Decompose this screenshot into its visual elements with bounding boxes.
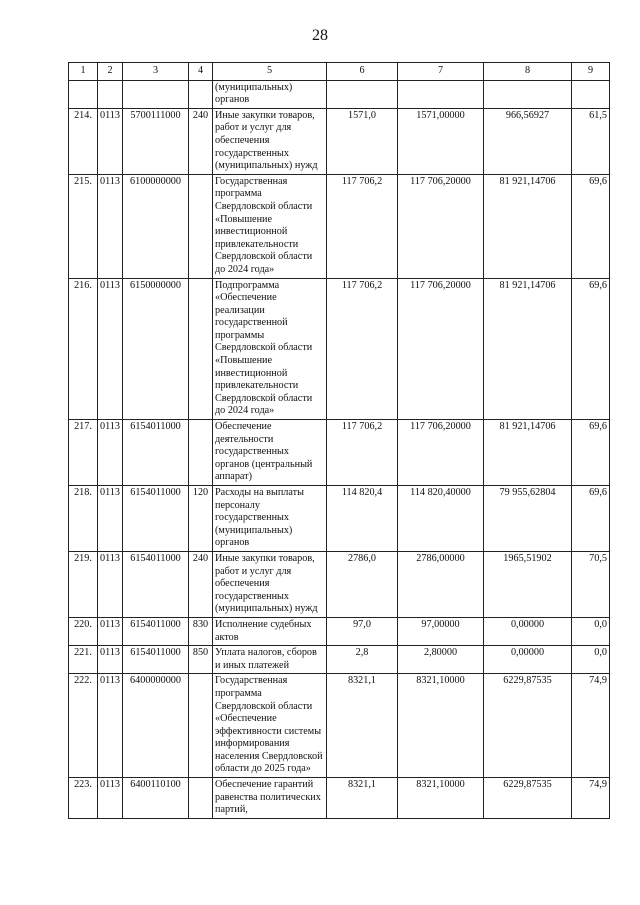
item-name: Обеспечение гарантий равенства политических партий, bbox=[213, 778, 327, 819]
expense-type-code bbox=[189, 420, 213, 486]
row-number: 221. bbox=[69, 646, 98, 674]
target-article-code: 6154011000 bbox=[123, 646, 189, 674]
section-code: 0113 bbox=[98, 486, 123, 552]
table-row bbox=[69, 646, 610, 674]
expense-type-code: 240 bbox=[189, 551, 213, 617]
row-number: 218. bbox=[69, 486, 98, 552]
target-article-code: 6154011000 bbox=[123, 420, 189, 486]
column-header: 1 bbox=[69, 63, 98, 81]
row-number: 216. bbox=[69, 278, 98, 420]
approved-amount: 1571,0 bbox=[327, 108, 398, 174]
refined-amount: 97,00000 bbox=[398, 617, 484, 645]
column-header: 6 bbox=[327, 63, 398, 81]
executed-amount: 966,56927 bbox=[484, 108, 572, 174]
expense-type-code bbox=[189, 80, 213, 108]
table-row bbox=[69, 420, 610, 486]
target-article-code: 5700111000 bbox=[123, 108, 189, 174]
target-article-code bbox=[123, 80, 189, 108]
expense-type-code bbox=[189, 278, 213, 420]
approved-amount: 2,8 bbox=[327, 646, 398, 674]
expense-type-code bbox=[189, 174, 213, 278]
section-code: 0113 bbox=[98, 778, 123, 819]
execution-percent: 74,9 bbox=[572, 674, 610, 778]
refined-amount: 8321,10000 bbox=[398, 778, 484, 819]
section-code: 0113 bbox=[98, 551, 123, 617]
refined-amount: 117 706,20000 bbox=[398, 174, 484, 278]
item-name: Исполнение судебных актов bbox=[213, 617, 327, 645]
executed-amount: 6229,87535 bbox=[484, 674, 572, 778]
section-code: 0113 bbox=[98, 646, 123, 674]
table-row bbox=[69, 80, 610, 108]
executed-amount: 6229,87535 bbox=[484, 778, 572, 819]
target-article-code: 6100000000 bbox=[123, 174, 189, 278]
section-code: 0113 bbox=[98, 617, 123, 645]
refined-amount: 114 820,40000 bbox=[398, 486, 484, 552]
section-code: 0113 bbox=[98, 278, 123, 420]
table-row bbox=[69, 486, 610, 552]
expense-type-code: 120 bbox=[189, 486, 213, 552]
approved-amount: 117 706,2 bbox=[327, 174, 398, 278]
section-code: 0113 bbox=[98, 108, 123, 174]
column-header: 4 bbox=[189, 63, 213, 81]
section-code: 0113 bbox=[98, 674, 123, 778]
approved-amount: 97,0 bbox=[327, 617, 398, 645]
row-number: 219. bbox=[69, 551, 98, 617]
row-number: 223. bbox=[69, 778, 98, 819]
row-number: 222. bbox=[69, 674, 98, 778]
row-number: 217. bbox=[69, 420, 98, 486]
item-name: Иные закупки товаров, работ и услуг для обеспечения государственных (муниципальных) нужд bbox=[213, 551, 327, 617]
row-number: 220. bbox=[69, 617, 98, 645]
refined-amount: 8321,10000 bbox=[398, 674, 484, 778]
item-name: Государственная программа Свердловской области «Повышение инвестиционной привлекательности Свердловской области до 2024 года» bbox=[213, 174, 327, 278]
column-header: 5 bbox=[213, 63, 327, 81]
section-code bbox=[98, 80, 123, 108]
executed-amount: 79 955,62804 bbox=[484, 486, 572, 552]
item-name: Иные закупки товаров, работ и услуг для обеспечения государственных (муниципальных) нужд bbox=[213, 108, 327, 174]
target-article-code: 6150000000 bbox=[123, 278, 189, 420]
execution-percent: 70,5 bbox=[572, 551, 610, 617]
executed-amount: 1965,51902 bbox=[484, 551, 572, 617]
refined-amount bbox=[398, 80, 484, 108]
table-row bbox=[69, 278, 610, 420]
table-row bbox=[69, 674, 610, 778]
executed-amount: 81 921,14706 bbox=[484, 420, 572, 486]
execution-percent: 0,0 bbox=[572, 646, 610, 674]
item-name: Государственная программа Свердловской области «Обеспечение эффективности системы информирования населения Свердловской области до 2025 года» bbox=[213, 674, 327, 778]
execution-percent: 74,9 bbox=[572, 778, 610, 819]
execution-percent: 69,6 bbox=[572, 174, 610, 278]
approved-amount: 114 820,4 bbox=[327, 486, 398, 552]
approved-amount bbox=[327, 80, 398, 108]
approved-amount: 117 706,2 bbox=[327, 420, 398, 486]
expense-type-code: 830 bbox=[189, 617, 213, 645]
target-article-code: 6154011000 bbox=[123, 551, 189, 617]
table-row bbox=[69, 617, 610, 645]
expense-type-code bbox=[189, 674, 213, 778]
refined-amount: 117 706,20000 bbox=[398, 420, 484, 486]
executed-amount: 0,00000 bbox=[484, 646, 572, 674]
expense-type-code: 850 bbox=[189, 646, 213, 674]
target-article-code: 6400110100 bbox=[123, 778, 189, 819]
item-name: Подпрограмма «Обеспечение реализации государственной программы Свердловской области «Повышение инвестиционной привлекательности Свердловской области до 2024 года» bbox=[213, 278, 327, 420]
target-article-code: 6154011000 bbox=[123, 617, 189, 645]
execution-percent: 0,0 bbox=[572, 617, 610, 645]
item-name: (муниципальных) органов bbox=[213, 80, 327, 108]
executed-amount: 0,00000 bbox=[484, 617, 572, 645]
execution-percent: 69,6 bbox=[572, 278, 610, 420]
executed-amount: 81 921,14706 bbox=[484, 174, 572, 278]
row-number: 215. bbox=[69, 174, 98, 278]
executed-amount: 81 921,14706 bbox=[484, 278, 572, 420]
execution-percent bbox=[572, 80, 610, 108]
row-number bbox=[69, 80, 98, 108]
column-header: 9 bbox=[572, 63, 610, 81]
expense-type-code bbox=[189, 778, 213, 819]
executed-amount bbox=[484, 80, 572, 108]
column-header: 3 bbox=[123, 63, 189, 81]
budget-table bbox=[68, 62, 610, 819]
refined-amount: 2786,00000 bbox=[398, 551, 484, 617]
item-name: Уплата налогов, сборов и иных платежей bbox=[213, 646, 327, 674]
table-row bbox=[69, 174, 610, 278]
approved-amount: 117 706,2 bbox=[327, 278, 398, 420]
section-code: 0113 bbox=[98, 174, 123, 278]
header-row bbox=[69, 63, 610, 81]
target-article-code: 6400000000 bbox=[123, 674, 189, 778]
item-name: Обеспечение деятельности государственных органов (центральный аппарат) bbox=[213, 420, 327, 486]
column-header: 8 bbox=[484, 63, 572, 81]
item-name: Расходы на выплаты персоналу государственных (муниципальных) органов bbox=[213, 486, 327, 552]
row-number: 214. bbox=[69, 108, 98, 174]
execution-percent: 69,6 bbox=[572, 420, 610, 486]
approved-amount: 2786,0 bbox=[327, 551, 398, 617]
refined-amount: 1571,00000 bbox=[398, 108, 484, 174]
approved-amount: 8321,1 bbox=[327, 778, 398, 819]
refined-amount: 117 706,20000 bbox=[398, 278, 484, 420]
execution-percent: 61,5 bbox=[572, 108, 610, 174]
execution-percent: 69,6 bbox=[572, 486, 610, 552]
column-header: 7 bbox=[398, 63, 484, 81]
target-article-code: 6154011000 bbox=[123, 486, 189, 552]
table-row bbox=[69, 108, 610, 174]
table-row bbox=[69, 778, 610, 819]
expense-type-code: 240 bbox=[189, 108, 213, 174]
refined-amount: 2,80000 bbox=[398, 646, 484, 674]
page-number: 28 bbox=[312, 27, 328, 44]
table-row bbox=[69, 551, 610, 617]
column-header: 2 bbox=[98, 63, 123, 81]
section-code: 0113 bbox=[98, 420, 123, 486]
approved-amount: 8321,1 bbox=[327, 674, 398, 778]
